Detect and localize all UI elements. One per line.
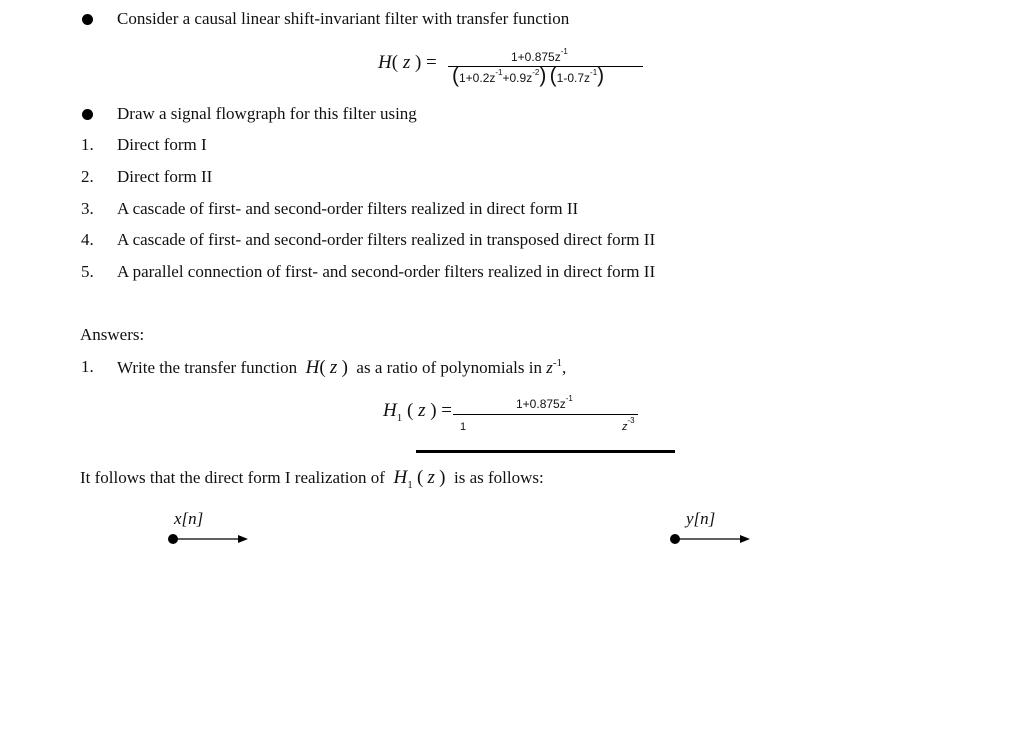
follows-text [80, 467, 544, 489]
list-number: 4. [81, 230, 94, 249]
eq2-den-z: z [622, 421, 628, 433]
paren: ( [319, 357, 326, 378]
comma: , [562, 358, 567, 377]
paren: ) [539, 64, 547, 87]
list-item: A cascade of first- and second-order filters realized in transposed direct form II [117, 230, 656, 249]
paren: ( [416, 467, 424, 488]
paren: ( [452, 64, 459, 87]
follows-before: It follows that the direct form I realization of [80, 468, 385, 487]
follows-H: H [393, 467, 408, 488]
eq1-z: z [402, 52, 411, 73]
answer-1-text [117, 357, 566, 379]
eq2-lhs [383, 400, 452, 422]
list-item: A parallel connection of first- and second-order filters realized in direct form II [117, 262, 656, 281]
eq1-den1a-exp: -1 [495, 68, 503, 77]
paren: ( [406, 400, 414, 421]
eq2-sub: 1 [396, 412, 403, 424]
paren: ) [430, 400, 437, 421]
answer-1-before: Write the transfer function [117, 358, 298, 377]
eq1-den1b-exp: -2 [532, 68, 540, 77]
eq2-numerator-exp: -1 [565, 394, 573, 403]
problem-intro: Consider a causal linear shift-invariant filter with transfer function [117, 9, 570, 28]
eq2-z: z [418, 400, 426, 421]
eq1-den2-exp: -1 [590, 68, 598, 77]
eq1-den2: 1-0.7z [556, 71, 591, 85]
eq1-numerator [511, 47, 568, 64]
list-number: 2. [81, 167, 94, 186]
answers-heading: Answers: [80, 325, 145, 344]
eq2-den-left: 1 [460, 421, 467, 433]
answer-1-z: z [329, 357, 338, 378]
output-label: y[n] [686, 509, 716, 528]
list-item: A cascade of first- and second-order filters realized in direct form II [117, 199, 579, 218]
answer-1-after: as a ratio of polynomials in [356, 358, 542, 377]
input-arrow [164, 531, 254, 547]
paren: ( [391, 52, 399, 73]
list-number: 3. [81, 199, 94, 218]
equals-sign: = [441, 400, 453, 421]
paren: ) [597, 64, 605, 87]
follows-after: is as follows: [454, 468, 544, 487]
follows-sub: 1 [407, 479, 413, 491]
eq1-den1a: 1+0.2z [459, 71, 496, 85]
paren: ) [341, 357, 348, 378]
eq2-den-right [622, 416, 635, 433]
paren: ) [439, 467, 446, 488]
eq1-H: H [378, 52, 392, 73]
eq2-numerator [516, 394, 573, 411]
equals-sign: = [426, 52, 437, 73]
paren: ) [414, 52, 422, 73]
zinv-exp: -1 [552, 357, 563, 369]
list-number: 1. [81, 135, 94, 154]
eq2-H: H [383, 400, 397, 421]
eq2-fraction-bar [453, 414, 638, 415]
bullet-dot [82, 109, 93, 120]
bullet-dot [82, 14, 93, 25]
arrowhead-icon [238, 535, 248, 543]
zinv-z: z [546, 358, 553, 377]
eq1-numerator-text: 1+0.875z [511, 50, 561, 64]
answer-1-H: H [305, 357, 320, 378]
eq2-numerator-text: 1+0.875z [516, 397, 566, 411]
list-number: 5. [81, 262, 94, 281]
eq1-lhs [378, 52, 437, 74]
eq2-den-exp: -3 [627, 416, 635, 425]
eq1-den1b: +0.9z [502, 71, 533, 85]
separator-line [416, 450, 675, 453]
answer-number: 1. [81, 357, 94, 376]
list-item: Direct form II [117, 167, 213, 186]
list-item: Direct form I [117, 135, 207, 154]
follows-z: z [427, 467, 435, 488]
eq1-denominator [452, 64, 604, 88]
paren: ( [549, 64, 557, 87]
eq1-numerator-exp: -1 [560, 47, 568, 56]
output-arrow [666, 531, 756, 547]
draw-intro: Draw a signal flowgraph for this filter using [117, 104, 417, 123]
arrowhead-icon [740, 535, 750, 543]
input-label: x[n] [174, 509, 204, 528]
